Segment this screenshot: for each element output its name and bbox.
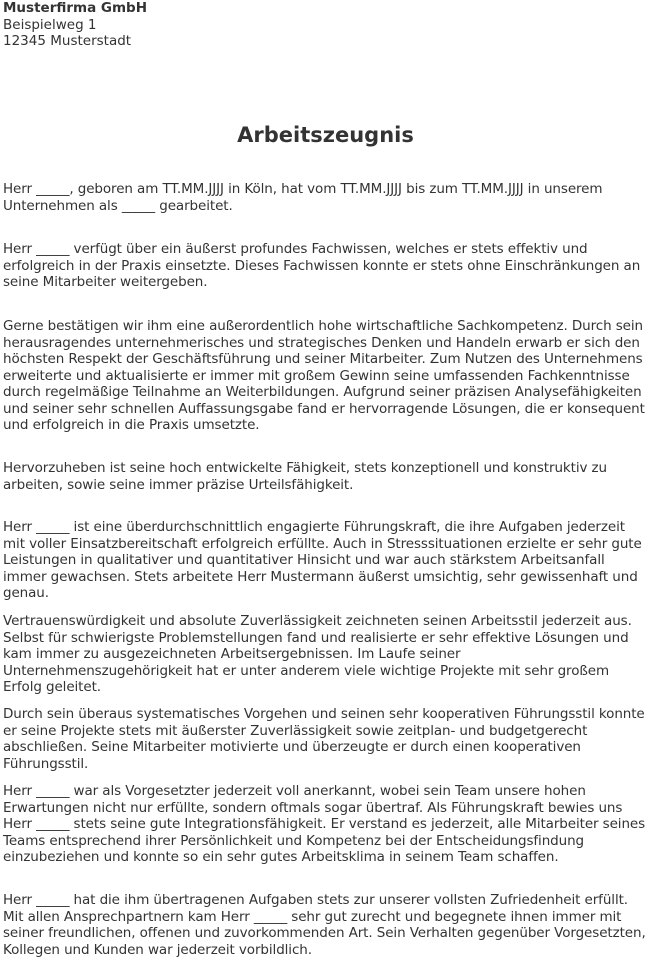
sender-company: Musterfirma GmbH	[3, 0, 147, 16]
paragraph-intro: Herr _____, geboren am TT.MM.JJJJ in Köln, hat vom TT.MM.JJJJ bis zum TT.MM.JJJJ in unserem Unternehmen als _____ gearbeitet.	[3, 181, 603, 214]
paragraph-zuverlaessigkeit: Vertrauenswürdigkeit und absolute Zuverlässigkeit zeichneten seinen Arbeitsstil jederzeit aus. Selbst für schwierigste Problemstellungen fand und realisierte er sehr effektive Lösungen und kam immer zu ausgezeichneten Arbeitsergebnissen. Im Laufe seiner Unternehmenszugehörigkeit hat er unter anderem viele wichtige Projekte mit sehr großem Erfolg geleitet.	[3, 613, 632, 695]
paragraph-fachwissen: Herr _____ verfügt über ein äußerst profundes Fachwissen, welches er stets effektiv und erfolgreich in der Praxis einsetzte. Dieses Fachwissen konnte er stets ohne Einschränkungen an seine Mitarbeiter weitergeben.	[3, 241, 641, 290]
document-title: Arbeitszeugnis	[237, 123, 414, 147]
sender-street: Beispielweg 1	[3, 16, 97, 33]
paragraph-vorgesetzter: Herr _____ war als Vorgesetzter jederzeit voll anerkannt, wobei sein Team unsere hohen Erwartungen nicht nur erfüllte, sondern oftmals sogar übertraf. Als Führungskraft bewies uns Herr _____ stets seine gute Integrationsfähigkeit. Er verstand es jederzeit, alle Mitarbeiter seines Teams entsprechend ihrer Persönlichkeit und Kompetenz bei der Entscheidungsfindung einzubeziehen und konnte so ein sehr gutes Arbeitsklima in seinem Team schaffen.	[3, 783, 646, 865]
document-page	[3, 0, 648, 958]
sender-city: 12345 Musterstadt	[3, 33, 132, 49]
paragraph-sachkompetenz: Gerne bestätigen wir ihm eine außerordentlich hohe wirtschaftliche Sachkompetenz. Durch sein herausragendes unternehmerisches und strategisches Denken und Handeln erwarb er sich den höchsten Respekt der Geschäftsführung und seiner Mitarbeiter. Zum Nutzen des Unternehmens erweiterte und aktualisierte er immer mit großem Gewinn seine umfassenden Fachkenntnisse durch regelmäßige Teilnahme an Weiterbildungen. Aufgrund seiner präzisen Analysefähigkeiten und seiner sehr schnellen Auffassungsgabe fand er hervorragende Lösungen, die er konsequent und erfolgreich in die Praxis umsetzte.	[3, 318, 645, 433]
paragraph-zufriedenheit: Herr _____ hat die ihm übertragenen Aufgaben stets zur unserer vollsten Zufriedenheit erfüllt. Mit allen Ansprechpartnern kam Herr _____ sehr gut zurecht und begegnete ihnen immer mit seiner freundlichen, offenen und zuvorkommenden Art. Sein Verhalten gegenüber Vorgesetzten, Kollegen und Kunden war jederzeit vorbildlich.	[3, 892, 646, 958]
paragraph-konzeptionell: Hervorzuheben ist seine hoch entwickelte Fähigkeit, stets konzeptionell und konstruktiv zu arbeiten, sowie seine immer präzise Urteilsfähigkeit.	[3, 460, 607, 493]
paragraph-fuehrungskraft: Herr _____ ist eine überdurchschnittlich engagierte Führungskraft, die ihre Aufgaben jederzeit mit voller Einsatzbereitschaft erfolgreich erfüllte. Auch in Stresssituationen erzielte er sehr gute Leistungen in qualitativer und quantitativer Hinsicht und war auch stärkstem Arbeitsanfall immer gewachsen. Stets arbeitete Herr Mustermann äußerst umsichtig, sehr gewissenhaft und genau.	[3, 519, 642, 601]
sender-address	[3, 0, 648, 50]
paragraph-fuehrungsstil: Durch sein überaus systematisches Vorgehen und seinen sehr kooperativen Führungsstil konnte er seine Projekte stets mit äußerster Zuverlässigkeit sowie zeitplan- und budgetgerecht abschließen. Seine Mitarbeiter motivierte und überzeugte er durch einen kooperativen Führungsstil.	[3, 706, 645, 772]
